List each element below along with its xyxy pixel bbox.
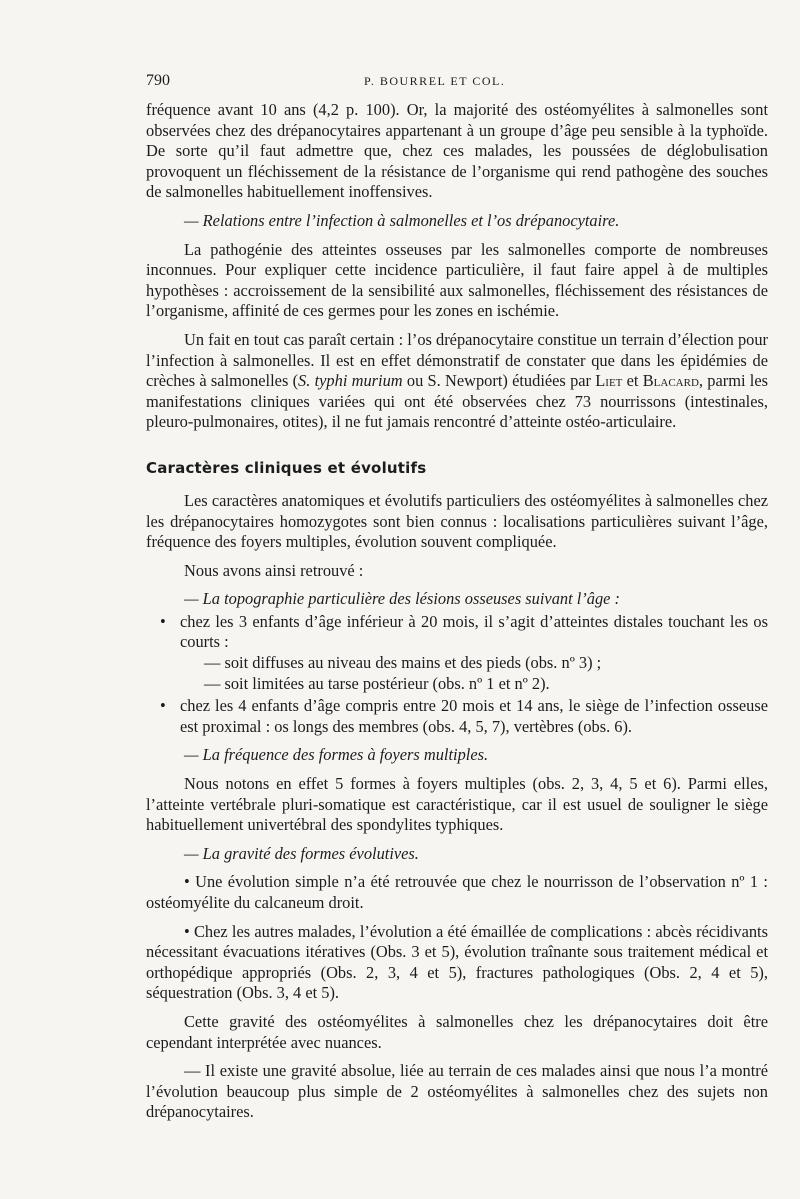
paragraph-2: La pathogénie des atteintes osseuses par les salmonelles comporte de nombreuses inconnues. Pour expliquer cette incidence particulière, il faut faire appel à de multiples hypothèses : accroissement de la sensibilité aux salmonelles, fléchissement des résistances de l’organisme, affinité de ces germes pour les zones en ischémie. xyxy=(146,239,768,321)
page-header xyxy=(146,72,768,94)
page-number: 790 xyxy=(146,72,170,89)
paragraph-7: • Une évolution simple n’a été retrouvée que chez le nourrisson de l’observation nº 1 : ostéomyélite du calcaneum droit. xyxy=(146,872,768,912)
paragraph-4: Les caractères anatomiques et évolutifs particuliers des ostéomyélites à salmonelles chez les drépanocytaires homozygotes sont bien connus : localisations particulières suivant l’âge, fréquence des foyers multiples, évolution souvent compliquée. xyxy=(146,490,768,552)
subheading-topographie: — La topographie particulière des lésions osseuses suivant l’âge : xyxy=(184,589,620,609)
paragraph-6: Nous notons en effet 5 formes à foyers multiples (obs. 2, 3, 4, 5 et 6). Parmi elles, l’atteinte vertébrale pluri-somatique est caractéristique, car il est usuel de souligner le siège habituellement univertébral des spondylites typhiques. xyxy=(146,774,768,835)
subheading-gravite: — La gravité des formes évolutives. xyxy=(184,843,419,863)
list-item: • chez les 3 enfants d’âge inférieur à 20 mois, il s’agit d’atteintes distales touchant les os courts : xyxy=(160,611,768,652)
paragraph-5: Nous avons ainsi retrouvé : xyxy=(184,560,364,580)
page xyxy=(146,72,768,1123)
paragraph-3: Un fait en tout cas paraît certain : l’os drépanocytaire constitue un terrain d’élection pour l’infection à salmonelles. Il est en effet démonstratif de constater que dans les épidémies de crèches à salmonelles (S. typhi murium ou S. Newport) étudiées par Liet et Blacard, parmi les manifestations cliniques variées qui ont été observées chez 73 nourrissons (intestinales, pleuro-pulmonaires, otites), il ne fut jamais rencontré d’atteinte ostéo-articulaire. xyxy=(146,329,768,432)
list-item: — soit limitées au tarse postérieur (obs. nº 1 et nº 2). xyxy=(204,673,550,693)
list-item: — soit diffuses au niveau des mains et des pieds (obs. nº 3) ; xyxy=(204,653,602,673)
subheading-frequence: — La fréquence des formes à foyers multiples. xyxy=(184,745,489,765)
list-item: • chez les 4 enfants d’âge compris entre 20 mois et 14 ans, le siège de l’infection osseuse est proximal : os longs des membres (obs. 4, 5, 7), vertèbres (obs. 6). xyxy=(160,696,768,736)
section-title: Caractères cliniques et évolutifs xyxy=(146,458,427,477)
running-head: P. BOURREL ET COL. xyxy=(364,74,506,88)
bullet-icon: • xyxy=(160,611,166,631)
paragraph-9: Cette gravité des ostéomyélites à salmonelles chez les drépanocytaires doit être cependant interprétée avec nuances. xyxy=(146,1011,768,1052)
subheading-relations: — Relations entre l’infection à salmonelles et l’os drépanocytaire. xyxy=(184,210,620,230)
paragraph-10: — Il existe une gravité absolue, liée au terrain de ces malades ainsi que nous l’a montré l’évolution beaucoup plus simple de 2 ostéomyélites à salmonelles chez des sujets non drépanocytaires. xyxy=(146,1061,768,1122)
paragraph-1: fréquence avant 10 ans (4,2 p. 100). Or, la majorité des ostéomyélites à salmonelles sont observées chez des drépanocytaires appartenant à un groupe d’âge peu sensible à la typhoïde. De sorte qu’il faut admettre que, chez ces malades, les poussées de déglobulisation provoquent un fléchissement de la résistance de l’organisme qui rend pathogène des souches de salmonelles habituellement inoffensives. xyxy=(146,100,768,202)
paragraph-8: • Chez les autres malades, l’évolution a été émaillée de complications : abcès récidivants nécessitant évacuations itératives (Obs. 3 et 5), évolution traînante sous traitement médical et orthopédique appropriés (Obs. 2, 3, 4 et 5), fractures pathologiques (Obs. 2, 4 et 5), séquestration (Obs. 3, 4 et 5). xyxy=(146,921,768,1003)
bullet-icon: • xyxy=(160,696,166,716)
